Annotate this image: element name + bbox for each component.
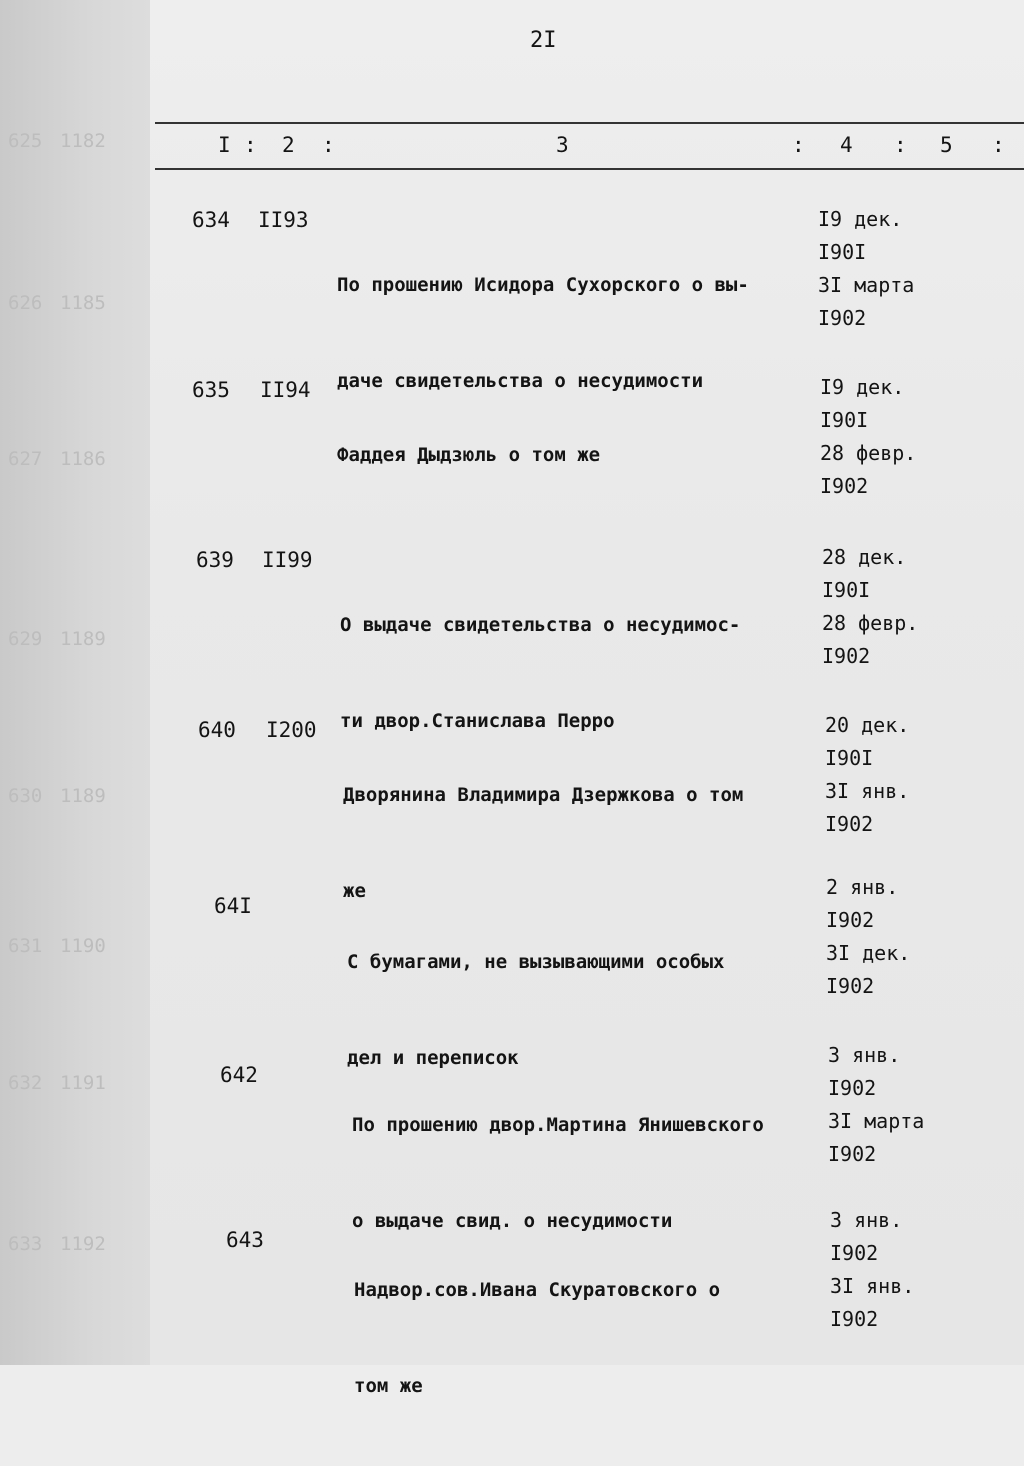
- bleed-number: 630: [8, 785, 43, 807]
- column-header-5: 5: [940, 133, 953, 157]
- bleed-number: 625: [8, 130, 43, 152]
- row-description: О выдаче свидетельства о несудимос- ти двор.Станислава Перро: [340, 614, 741, 732]
- file-number: I200: [266, 718, 317, 742]
- bleed-number: 633: [8, 1233, 43, 1255]
- bleed-number: 1182: [60, 130, 106, 152]
- row-dates: 3 янв. I902 3I марта I902: [828, 1043, 925, 1166]
- row-number: 635: [192, 378, 230, 402]
- row-dates: 2 янв. I902 3I дек. I902: [826, 875, 911, 998]
- header-bottom-rule: [155, 168, 1024, 170]
- column-separator: :: [992, 133, 1005, 157]
- bleed-number: 626: [8, 292, 43, 314]
- row-description: Надвор.сов.Ивана Скуратовского о том же: [354, 1279, 721, 1397]
- bleed-number: 629: [8, 628, 43, 650]
- column-separator: :: [894, 133, 907, 157]
- bleed-number: 1189: [60, 785, 106, 807]
- file-number: II99: [262, 548, 313, 572]
- bleed-number: 1190: [60, 935, 106, 957]
- row-description: Дворянина Владимира Дзержкова о том же: [343, 784, 744, 902]
- row-number: 639: [196, 548, 234, 572]
- previous-page-edge: [0, 0, 160, 1365]
- row-number: 634: [192, 208, 230, 232]
- row-dates: 28 дек. I90I 28 февр. I902: [822, 545, 919, 668]
- column-separator: :: [792, 133, 805, 157]
- bleed-number: 1185: [60, 292, 106, 314]
- row-dates: I9 дек. I90I 28 февр. I902: [820, 375, 917, 498]
- row-description: По прошению Исидора Сухорского о вы- даче свидетельства о несудимости: [337, 274, 749, 392]
- column-header-4: 4: [840, 133, 853, 157]
- row-number: 642: [220, 1063, 258, 1087]
- bleed-number: 631: [8, 935, 43, 957]
- row-description: С бумагами, не вызывающими особых дел и переписок: [347, 951, 725, 1069]
- column-header-2: 2: [282, 133, 295, 157]
- column-header-3: 3: [556, 133, 569, 157]
- row-number: 643: [226, 1228, 264, 1252]
- column-header-1: I: [218, 133, 231, 157]
- file-number: II93: [258, 208, 309, 232]
- bleed-number: 627: [8, 448, 43, 470]
- row-description: По прошению двор.Мартина Янишевского о выдаче свид. о несудимости: [352, 1114, 764, 1232]
- row-number: 640: [198, 718, 236, 742]
- row-dates: I9 дек. I90I 3I марта I902: [818, 207, 915, 330]
- row-description: Фаддея Дыдзюль о том же: [337, 444, 601, 466]
- bleed-number: 1189: [60, 628, 106, 650]
- row-dates: 3 янв. I902 3I янв. I902: [830, 1208, 915, 1331]
- column-separator: :: [244, 133, 257, 157]
- bleed-number: 632: [8, 1072, 43, 1094]
- bleed-number: 1186: [60, 448, 106, 470]
- bleed-number: 1191: [60, 1072, 106, 1094]
- row-dates: 20 дек. I90I 3I янв. I902: [825, 713, 910, 836]
- column-separator: :: [322, 133, 335, 157]
- file-number: II94: [260, 378, 311, 402]
- page-number: 2I: [530, 28, 557, 53]
- header-top-rule: [155, 122, 1024, 124]
- bleed-number: 1192: [60, 1233, 106, 1255]
- row-number: 64I: [214, 894, 252, 918]
